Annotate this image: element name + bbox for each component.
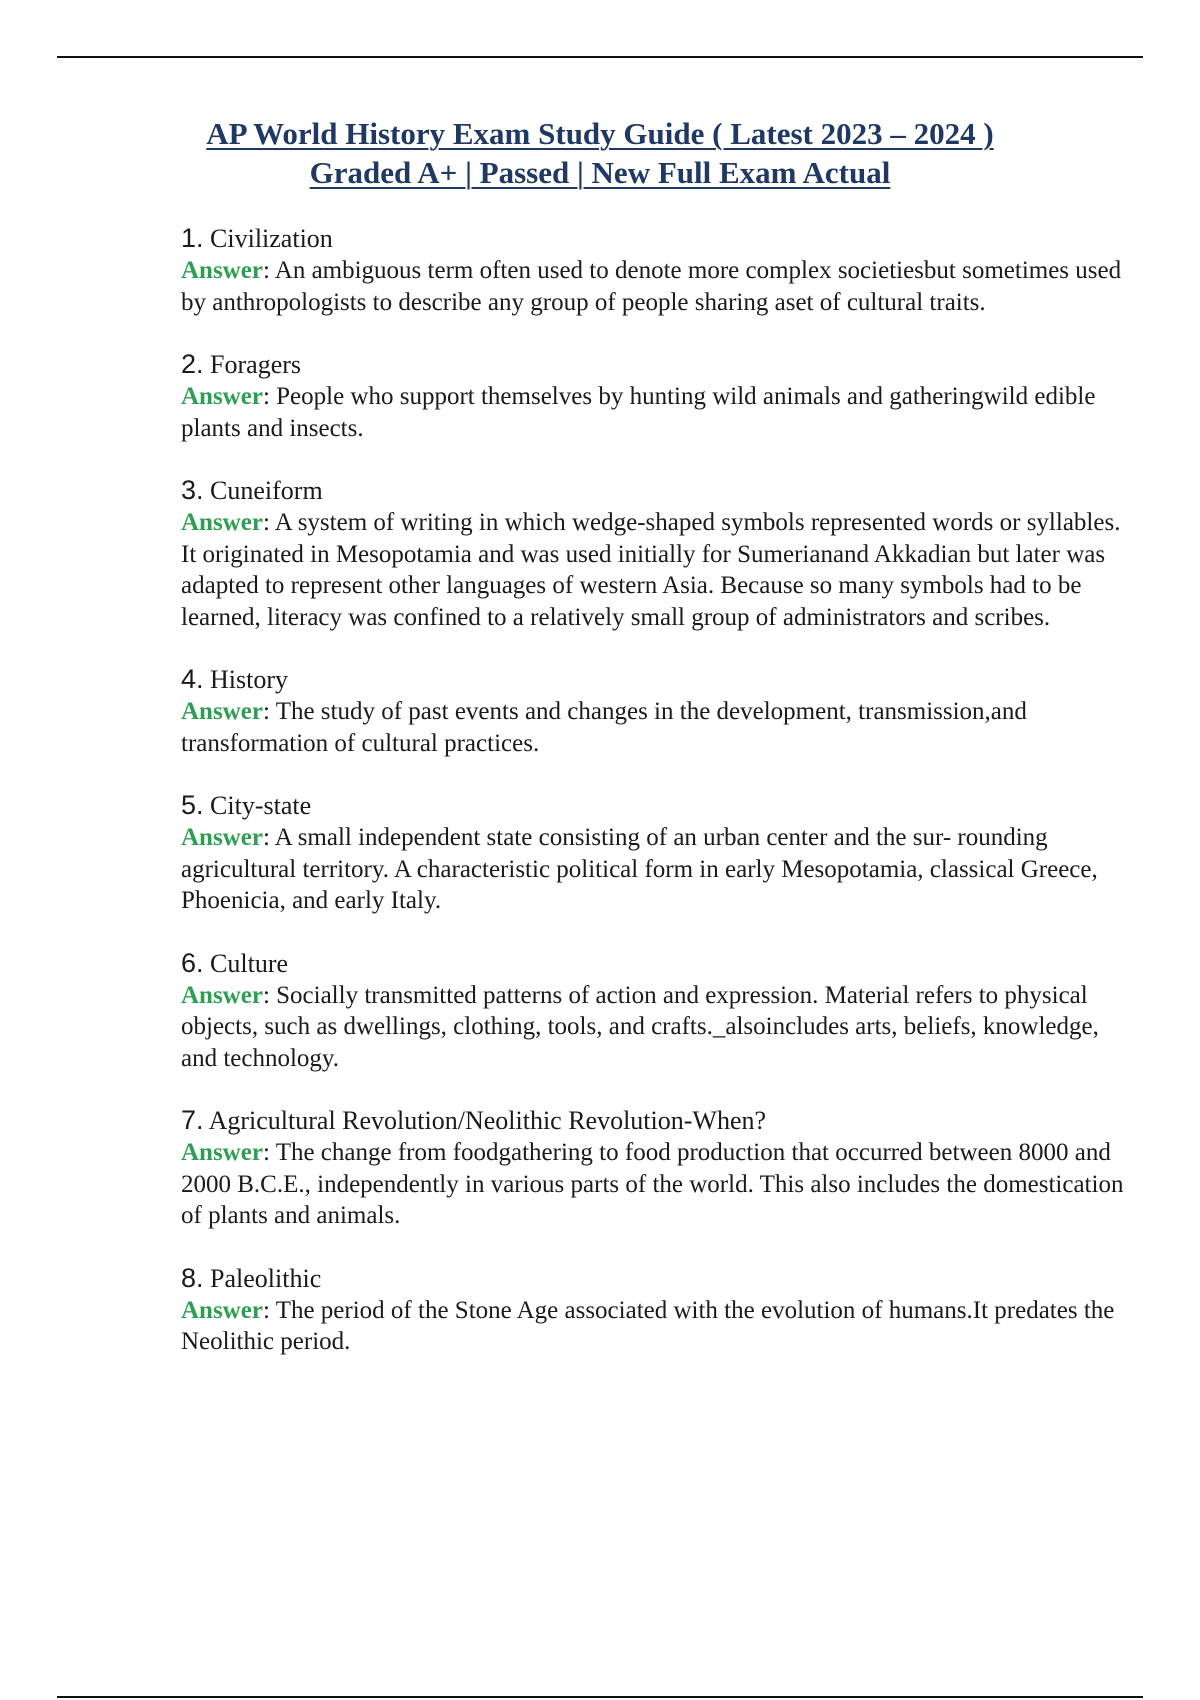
answer-text: Answer: A small independent state consisting of an urban center and the sur- rounding agricultural territory. A characteristic political form in early Mesopotamia, classical Greece, Phoenicia, and early Italy. [181,824,1098,914]
qa-item [181,1262,1141,1358]
question-term: 4. History [181,664,289,694]
question-term: 2. Foragers [181,349,302,379]
qa-item [181,1104,1141,1232]
question-list [181,222,1141,1388]
answer-text: Answer: The period of the Stone Age associated with the evolution of humans.It predates the Neolithic period. [181,1296,1115,1355]
qa-item [181,348,1141,444]
answer-text: Answer: The change from foodgathering to food production that occurred between 8000 and 2000 B.C.E., independently in various parts of the world. This also includes the domestication of plants and animals. [181,1139,1124,1229]
answer-label: Answer [181,257,263,284]
qa-item [181,789,1141,917]
answer-text: Answer: The study of past events and changes in the development, transmission,and transformation of cultural practices. [181,698,1027,757]
answer-label: Answer [181,1296,263,1324]
question-term: 3. Cuneiform [181,475,323,505]
qa-item [181,222,1141,318]
question-term: 7. Agricultural Revolution/Neolithic Revolution-When? [181,1105,767,1135]
answer-label: Answer [181,509,263,536]
question-term: 6. Culture [181,947,289,978]
qa-item [181,947,1141,1075]
title-line-1: AP World History Exam Study Guide ( Latest 2023 – 2024 ) [206,116,994,151]
answer-text: Answer: A system of writing in which wedge-shaped symbols represented words or syllables. It originated in Mesopotamia and was used initially for Sumerianand Akkadian but later was adapted to represent other languages of western Asia. Because so many symbols had to be learned, literacy was confined to a relatively small group of administrators and scribes. [181,509,1121,631]
answer-label: Answer [181,981,263,1009]
qa-item [181,663,1141,759]
question-term: 1. Civilization [181,223,333,253]
bottom-divider [57,1696,1143,1698]
top-divider [57,56,1143,58]
answer-label: Answer [181,1139,263,1166]
question-term: 8. Paleolithic [181,1262,322,1293]
answer-label: Answer [181,824,263,851]
title-line-2: Graded A+ | Passed | New Full Exam Actual [309,155,891,190]
answer-text: Answer: People who support themselves by hunting wild animals and gatheringwild edible plants and insects. [181,383,1096,442]
answer-label: Answer [181,383,263,410]
question-term: 5. City-state [181,790,312,820]
qa-item [181,474,1141,633]
document-title [0,114,1200,192]
answer-text: Answer: Socially transmitted patterns of action and expression. Material refers to physical objects, such as dwellings, clothing, tools, and crafts._alsoincludes arts, beliefs, knowledge, and technology. [181,981,1099,1072]
answer-label: Answer [181,698,263,725]
answer-text: Answer: An ambiguous term often used to denote more complex societiesbut sometimes used by anthropologists to describe any group of people sharing aset of cultural traits. [181,257,1122,316]
